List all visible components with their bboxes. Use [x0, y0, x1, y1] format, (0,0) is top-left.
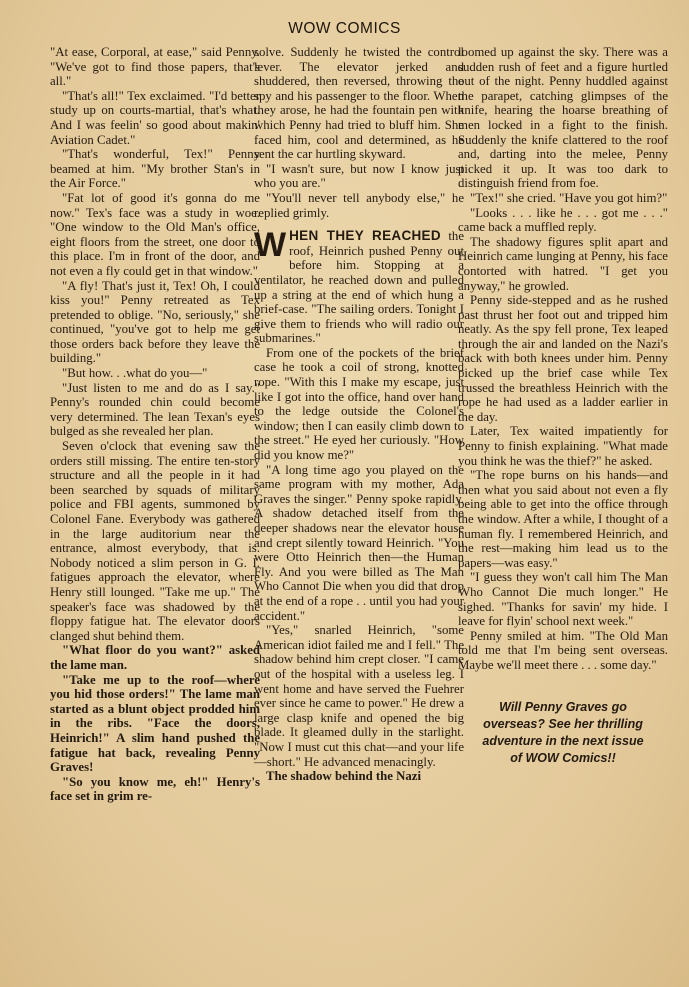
paragraph: "The rope burns on his hands—and then what you said about not even a fly being able to get into the office through the window. After a while, I thought of a human fly. I remembered Heinrich, and the rest—making him lead us to the papers—was easy." — [458, 468, 668, 570]
section-start — [254, 226, 464, 346]
paragraph: "I wasn't sure, but now I know just who you are." — [254, 161, 464, 191]
drop-cap-letter: W — [254, 226, 287, 265]
text-column-1 — [50, 45, 260, 804]
paragraph: "Take me up to the roof—where you hid those orders!" The lame man started as a blunt object prodded him in the ribs. "Face the doors, Heinrich!" A slim hand pushed the fatigue hat back, revealing Penny Graves! — [50, 672, 260, 775]
paragraph: Penny smiled at him. "The Old Man told me that I'm being sent overseas. Maybe we'll meet there . . . some day." — [458, 628, 668, 672]
paragraph: "Looks . . . like he . . . got me . . ." came back a muffled reply. — [458, 205, 668, 235]
paragraph: loomed up against the sky. There was a sudden rush of feet and a figure hurtled out of the night. Penny huddled against the parapet, catching glimpses of the knife, hearing the hoarse breathing of men locked in a fight to the finish. Suddenly the knife clattered to the roof and, darting into the melee, Penny picked it up. It was too dark to distinguish friend from foe. — [458, 45, 668, 191]
paragraph: solve. Suddenly he twisted the control lever. The elevator jerked and shuddered, then reversed, throwing the spy and his passenger to the floor. When they arose, he had the fountain pen with which Penny had tried to bluff him. She faced him, cool and determined, as he sent the car hurtling skyward. — [254, 45, 464, 162]
page-header: WOW COMICS — [288, 20, 401, 37]
lead-in-text: HEN THEY REACHED — [289, 228, 441, 244]
promo-line: adventure in the next issue — [482, 733, 644, 748]
paragraph: "Fat lot of good it's gonna do me now." Tex's face was a study in woe. "One window to the Old Man's office, eight floors from the street, one door to this place. I'm in front of the door, and not even a fly could get in that window." — [50, 190, 260, 278]
promo-line: of WOW Comics!! — [510, 750, 616, 765]
paragraph: "A fly! That's just it, Tex! Oh, I could kiss you!" Penny retreated as Tex pretended to oblige. "No, seriously," she continued, "you've got to help me get those orders back before they leave the building." — [50, 278, 260, 366]
paragraph: "Yes," snarled Heinrich, "some American idiot failed me and I fell." The shadow behind him crept closer. "I came out of the hospital with a useless leg. I went home and have served the Fuehrer ever since he came to power." He drew a large clasp knife and opened the big blade. It gleamed dully in the starlight. "Now I must cut this chat—and your life—short." He advanced menacingly. — [254, 623, 464, 769]
paragraph: "Tex!" she cried. "Have you got him?" — [470, 190, 668, 205]
paragraph: "So you know me, eh!" Henry's face set in grim re- — [50, 774, 260, 804]
paragraph: "But how. . .what do you—" — [62, 366, 208, 381]
paragraph: "Just listen to me and do as I say." Penny's rounded chin could become very determined. The lean Texan's eyes bulged as she revealed her plan. — [50, 380, 260, 439]
paragraph: From one of the pockets of the brief case he took a coil of strong, knotted rope. "With this I make my escape, just like I got into the office, hand over hand to the ledge outside the Colonel's window; then I can easily climb down to the street." He eyed her curiously. "How did you know me?" — [254, 345, 464, 463]
paragraph: "That's all!" Tex exclaimed. "I'd better study up on courts-martial, that's what. And I was feelin' so good about makin' Aviation Cadet." — [50, 88, 260, 147]
paragraph: "A long time ago you played on the same program with my mother, Ada Graves the singer." Penny spoke rapidly. A shadow detached itself from the deeper shadows near the elevator house and crept silently toward Heinrich. "You were Otto Heinrich then—the Human Fly. And you were billed as The Man Who Cannot Die when you did that drop at the end of a rope . . until you had your accident." — [254, 462, 464, 623]
promo-line: overseas? See her thrilling — [483, 716, 643, 731]
lead-in-rest: the roof, Heinrich pushed Penny out before him. Stopping at a ventilator, he reached down and pulled up a string at the end of which hung a brief-case. "The sailing orders. Tonight I give them to friends who will radio our submarines." — [254, 229, 464, 346]
text-column-3 — [458, 45, 668, 767]
paragraph: "That's wonderful, Tex!" Penny beamed at him. "My brother Stan's in the Air Force." — [50, 147, 260, 191]
promo-line: Will Penny Graves go — [499, 699, 627, 714]
paragraph: The shadow behind the Nazi — [266, 769, 422, 784]
paragraph: "At ease, Corporal, at ease," said Penny. "We've got to find those papers, that's all." — [50, 45, 260, 89]
paragraph: "What floor do you want?" asked the lame man. — [50, 643, 260, 672]
paragraph: Later, Tex waited impatiently for Penny to finish explaining. "What made you think he was the thief?" he asked. — [458, 424, 668, 468]
paragraph: Seven o'clock that evening saw the orders still missing. The entire ten-story structure and all the people in it had been searched by squads of military police and FBI agents, summoned by Colonel Fane. Everybody was gathered in the large auditorium near the entrance, almost everybody, that is. Nobody noticed a slim person in G. I. fatigues approach the elevator, where Henry still lounged. "Take me up." The speaker's face was shadowed by the floppy fatigue hat. The elevator doors clanged shut behind them. — [50, 439, 260, 643]
paragraph: Penny side-stepped and as he rushed past thrust her foot out and tripped him neatly. As the spy fell prone, Tex leaped through the air and landed on the Nazi's back with both knees under him. Penny picked up the brief case while Tex trussed the breathless Heinrich with the rope he had used as a ladder earlier in the day. — [458, 293, 668, 424]
next-issue-promo — [458, 699, 668, 767]
paragraph: The shadowy figures split apart and Heinrich came lunging at Penny, his face contorted with hatred. "I get you anyway," he growled. — [458, 234, 668, 293]
text-column-2 — [254, 45, 464, 784]
paragraph: "You'll never tell anybody else," he replied grimly. — [254, 190, 464, 220]
paragraph: "I guess they won't call him The Man Who Cannot Die much longer." He sighed. "Thanks for savin' my hide. I leave for flyin' school next week." — [458, 570, 668, 629]
